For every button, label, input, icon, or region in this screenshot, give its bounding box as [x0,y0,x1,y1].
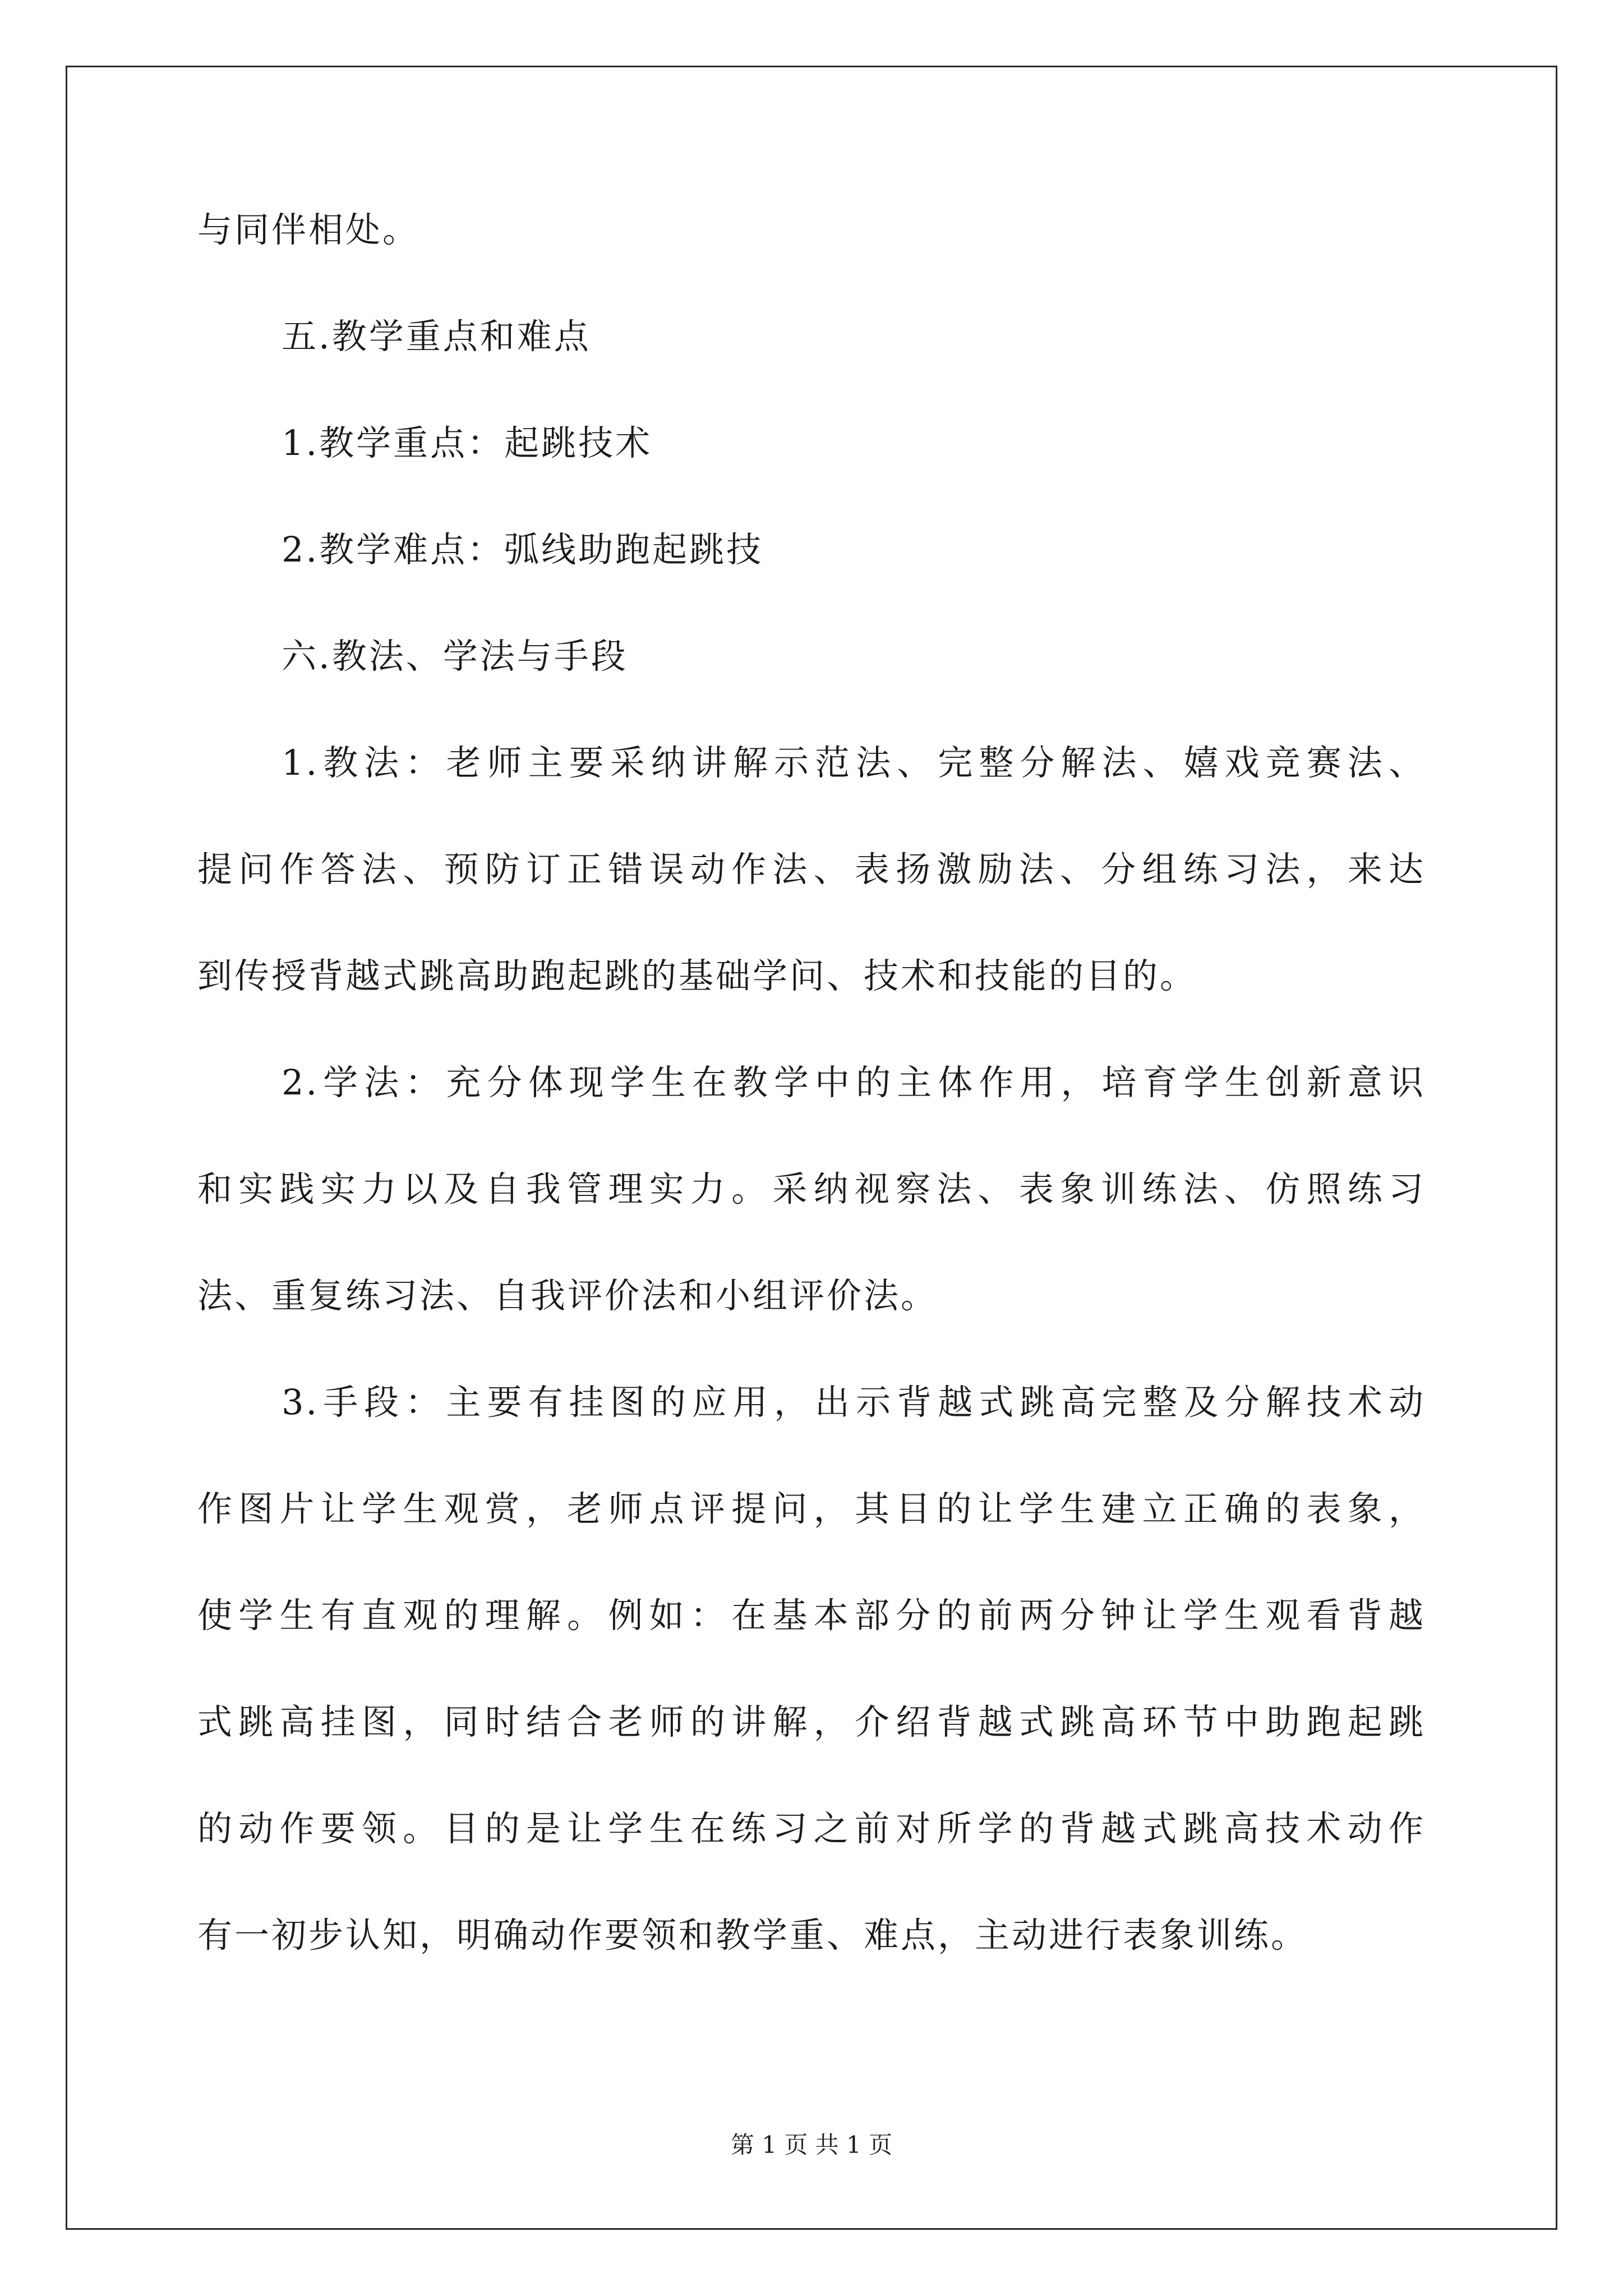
text-line: 与同伴相处。 [197,209,420,250]
text-line: 到传授背越式跳高助跑起跳的基础学问、技术和技能的目的。 [197,955,1197,996]
text-line: 提问作答法、预防订正错误动作法、表扬激励法、分组练习法，来达 [197,849,1426,890]
text-line: 2.学法：充分体现学生在教学中的主体作用，培育学生创新意识 [282,1062,1426,1103]
text-line: 1.教学重点：起跳技术 [282,422,653,463]
text-line: 作图片让学生观赏，老师点评提问，其目的让学生建立正确的表象， [197,1488,1426,1529]
text-line: 有一初步认知，明确动作要领和教学重、难点，主动进行表象训练。 [197,1915,1308,1955]
page-border [66,66,1557,2230]
section-heading: 六.教法、学法与手段 [282,636,628,677]
text-line: 的动作要领。目的是让学生在练习之前对所学的背越式跳高技术动作 [197,1808,1426,1849]
text-line: 式跳高挂图，同时结合老师的讲解，介绍背越式跳高环节中助跑起跳 [197,1701,1426,1742]
section-heading: 五.教学重点和难点 [282,316,591,357]
text-line: 2.教学难点：弧线助跑起跳技 [282,529,764,570]
text-line: 法、重复练习法、自我评价法和小组评价法。 [197,1275,938,1316]
text-line: 和实践实力以及自我管理实力。采纳视察法、表象训练法、仿照练习 [197,1168,1426,1209]
text-line: 1.教法：老师主要采纳讲解示范法、完整分解法、嬉戏竞赛法、 [282,742,1426,783]
text-line: 3.手段：主要有挂图的应用，出示背越式跳高完整及分解技术动 [282,1382,1426,1423]
page-footer: 第 1 页 共 1 页 [730,2131,893,2159]
text-line: 使学生有直观的理解。例如：在基本部分的前两分钟让学生观看背越 [197,1595,1426,1636]
